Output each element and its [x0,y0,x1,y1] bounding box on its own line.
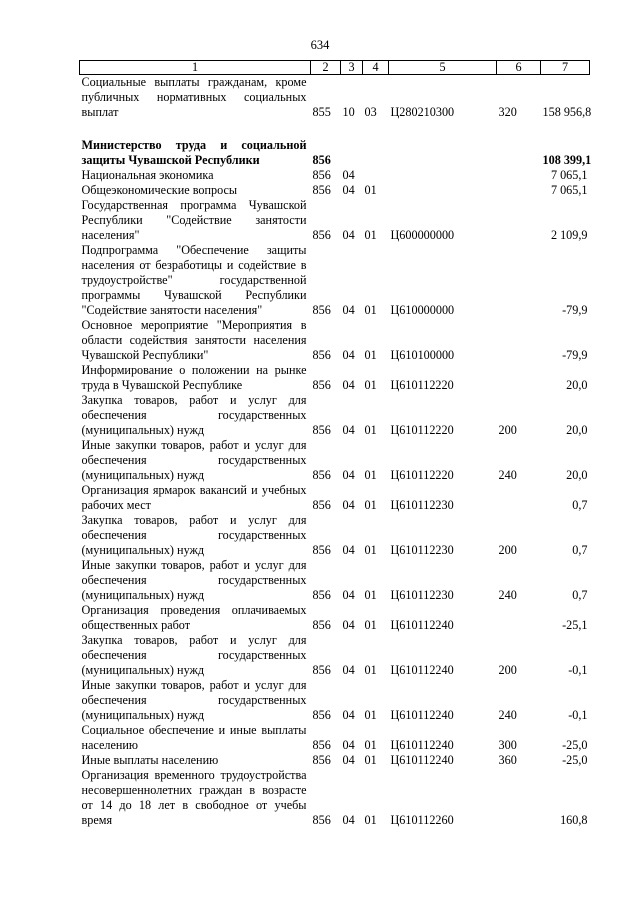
row-ved-code: 856 [312,543,331,557]
table-header [80,61,590,75]
row-name: Социальное обеспечение и иные выплаты населению [81,723,307,752]
header-col-6: 6 [497,61,541,75]
row-target-article [389,168,497,183]
row-subsection-code [363,138,389,168]
row-name: Организация временного трудоустройства несовершеннолетних граждан в возрасте от 14 до 18 лет в свободное от учебы время [81,768,307,827]
header-col-3: 3 [341,61,363,75]
row-subsection-code: 01 [364,708,377,722]
row-section-code: 04 [342,813,355,827]
row-expense-type [497,363,541,393]
row-expense-type [497,483,541,513]
row-ved-code: 856 [312,183,331,197]
row-target-article: Ц610112240 [390,738,454,752]
table-row [80,183,590,198]
row-section-code: 04 [342,708,355,722]
table-row [80,768,590,828]
row-subsection-code: 01 [364,228,377,242]
row-ved-code: 856 [312,708,331,722]
row-amount: 108 399,1 [542,153,592,167]
row-ved-code: 856 [312,738,331,752]
table-row [80,513,590,558]
row-subsection-code: 01 [364,468,377,482]
header-col-5: 5 [389,61,497,75]
row-amount: 160,8 [560,813,588,827]
row-amount: 20,0 [566,468,588,482]
row-name: Национальная экономика [81,168,214,182]
row-expense-type [497,768,541,828]
row-target-article [389,183,497,198]
row-target-article: Ц280210300 [390,105,455,119]
row-subsection-code [363,168,389,183]
row-amount: 0,7 [572,543,588,557]
row-expense-type [497,243,541,318]
row-amount: -0,1 [568,663,588,677]
row-subsection-code: 01 [364,663,377,677]
row-ved-code: 856 [312,348,331,362]
row-amount: -79,9 [562,303,588,317]
row-target-article: Ц610112240 [390,663,454,677]
table-row [80,633,590,678]
row-amount: 20,0 [566,378,588,392]
header-col-7: 7 [541,61,590,75]
row-section-code: 04 [342,348,355,362]
row-section-code: 04 [342,423,355,437]
row-target-article: Ц610112220 [390,423,454,437]
row-name: Закупка товаров, работ и услуг для обеспечения государственных (муниципальных) нужд [81,393,307,437]
row-section-code: 04 [342,468,355,482]
row-ved-code: 856 [312,168,331,182]
row-subsection-code: 01 [364,303,377,317]
row-amount: -25,0 [562,738,588,752]
row-target-article: Ц610112230 [390,543,454,557]
budget-table [79,60,590,828]
row-name: Государственная программа Чувашской Республики "Содействие занятости населения" [81,198,307,242]
row-subsection-code: 01 [364,348,377,362]
row-target-article: Ц610112260 [390,813,454,827]
row-section-code: 04 [342,753,355,767]
row-ved-code: 856 [312,423,331,437]
row-section-code: 10 [342,105,355,119]
row-section-code: 04 [342,543,355,557]
row-target-article: Ц600000000 [390,228,455,242]
row-subsection-code: 01 [364,588,377,602]
row-section-code: 04 [342,663,355,677]
row-target-article: Ц610100000 [390,348,455,362]
row-amount: 0,7 [572,498,588,512]
table-row [80,723,590,753]
row-section-code: 04 [342,738,355,752]
row-subsection-code: 01 [364,423,377,437]
header-row [80,61,590,75]
row-expense-type: 200 [498,663,517,677]
row-expense-type [497,318,541,363]
row-name: Иные закупки товаров, работ и услуг для обеспечения государственных (муниципальных) нужд [81,438,307,482]
table-row [80,678,590,723]
row-amount: -25,1 [562,618,588,632]
row-subsection-code: 03 [364,105,377,119]
row-name: Иные выплаты населению [81,753,219,767]
row-target-article: Ц610112240 [390,708,454,722]
row-name: Основное мероприятие "Мероприятия в области содействия занятости населения Чувашской Республики" [81,318,307,362]
table-row [80,603,590,633]
row-name: Иные закупки товаров, работ и услуг для обеспечения государственных (муниципальных) нужд [81,678,307,722]
row-subsection-code: 01 [364,618,377,632]
page-number: 634 [310,38,330,52]
row-subsection-code: 01 [364,543,377,557]
row-name: Социальные выплаты гражданам, кроме публичных нормативных социальных выплат [81,75,307,119]
row-target-article: Ц610112240 [390,618,454,632]
row-section-code: 04 [342,378,355,392]
row-name: Министерство труда и социальной защиты Чувашской Республики [81,138,307,167]
row-expense-type: 360 [498,753,517,767]
row-subsection-code: 01 [364,183,377,197]
spacer-cell [80,120,590,138]
row-ved-code: 856 [312,813,331,827]
row-name: Закупка товаров, работ и услуг для обеспечения государственных (муниципальных) нужд [81,513,307,557]
table-row [80,438,590,483]
header-col-4: 4 [363,61,389,75]
row-name: Организация ярмарок вакансий и учебных рабочих мест [81,483,307,512]
table-row [80,75,590,121]
table-row [80,483,590,513]
row-name: Общеэкономические вопросы [81,183,238,197]
row-expense-type: 240 [498,588,517,602]
row-section-code [341,138,363,168]
row-subsection-code: 01 [364,378,377,392]
header-col-1: 1 [80,61,311,75]
row-target-article: Ц610112220 [390,468,454,482]
row-subsection-code: 01 [364,813,377,827]
row-amount: -0,1 [568,708,588,722]
row-section-code: 04 [342,303,355,317]
table-body [80,75,590,829]
table-row [80,753,590,768]
row-subsection-code: 01 [364,753,377,767]
row-ved-code: 855 [312,105,331,119]
row-amount: 2 109,9 [550,228,588,242]
row-amount: -25,0 [562,753,588,767]
row-amount: 7 065,1 [550,168,588,182]
row-subsection-code: 01 [364,498,377,512]
row-section-code: 04 [342,168,355,182]
row-name: Информирование о положении на рынке труда в Чувашской Республике [81,363,307,392]
row-section-code: 04 [342,588,355,602]
row-expense-type [497,603,541,633]
table-row [80,138,590,168]
row-ved-code: 856 [312,588,331,602]
row-expense-type: 320 [498,105,517,119]
row-expense-type: 240 [498,468,517,482]
table-row [80,198,590,243]
row-ved-code: 856 [312,498,331,512]
row-subsection-code: 01 [364,738,377,752]
row-ved-code: 856 [312,663,331,677]
row-ved-code: 856 [312,618,331,632]
table-row [80,363,590,393]
row-expense-type [497,168,541,183]
row-target-article: Ц610112220 [390,378,454,392]
row-target-article [389,138,497,168]
row-name: Организация проведения оплачиваемых общественных работ [81,603,307,632]
row-ved-code: 856 [312,378,331,392]
row-expense-type [497,138,541,168]
row-amount: 158 956,8 [542,105,592,119]
row-amount: 20,0 [566,423,588,437]
row-ved-code: 856 [312,228,331,242]
table-row [80,318,590,363]
row-section-code: 04 [342,618,355,632]
row-name: Иные закупки товаров, работ и услуг для обеспечения государственных (муниципальных) нужд [81,558,307,602]
row-spacer [80,120,590,138]
row-expense-type [497,183,541,198]
row-expense-type: 300 [498,738,517,752]
row-ved-code: 856 [312,468,331,482]
table-row [80,393,590,438]
row-section-code: 04 [342,183,355,197]
row-amount: 0,7 [572,588,588,602]
row-section-code: 04 [342,498,355,512]
row-expense-type: 200 [498,423,517,437]
table-row [80,558,590,603]
table-row [80,243,590,318]
row-expense-type [497,198,541,243]
row-amount: -79,9 [562,348,588,362]
row-expense-type: 200 [498,543,517,557]
table-row [80,168,590,183]
row-ved-code: 856 [312,153,331,167]
row-name: Подпрограмма "Обеспечение защиты населения от безработицы и содействие в трудоустройстве" государственной программы Чувашской Республики "Содействие занятости населения" [81,243,307,317]
row-target-article: Ц610112230 [390,588,454,602]
row-ved-code: 856 [312,753,331,767]
row-target-article: Ц610112240 [390,753,454,767]
row-expense-type: 240 [498,708,517,722]
row-target-article: Ц610112230 [390,498,454,512]
row-target-article: Ц610000000 [390,303,455,317]
row-amount: 7 065,1 [550,183,588,197]
row-section-code: 04 [342,228,355,242]
header-col-2: 2 [311,61,341,75]
row-name: Закупка товаров, работ и услуг для обеспечения государственных (муниципальных) нужд [81,633,307,677]
row-ved-code: 856 [312,303,331,317]
